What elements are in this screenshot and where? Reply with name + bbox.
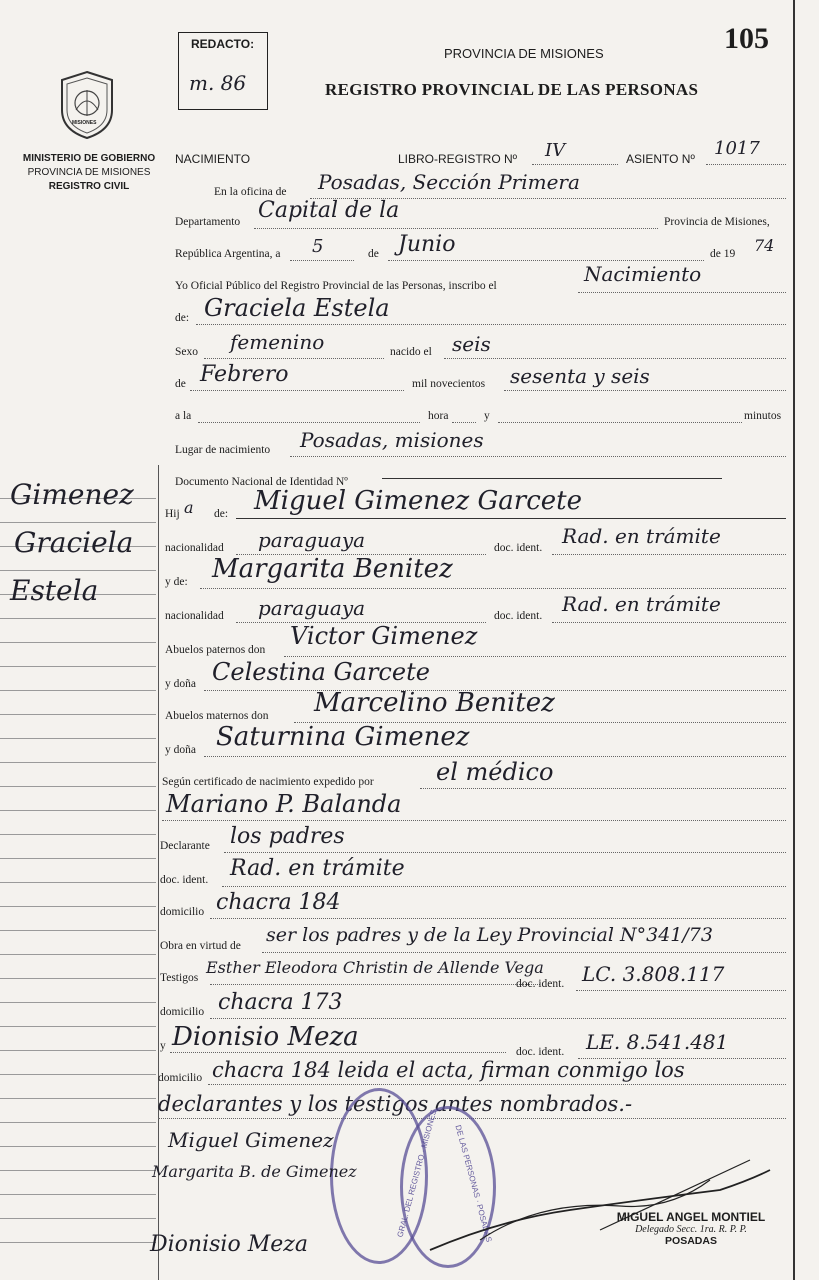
redacto-value: m. 86 — [189, 71, 247, 95]
de2-label: de — [175, 378, 186, 390]
nacido-value: seis — [452, 332, 491, 356]
hij-de-label: de: — [214, 508, 229, 520]
domicilio2-label: domicilio — [160, 1006, 205, 1018]
dni-label: Documento Nacional de Identidad Nº — [175, 476, 348, 488]
asiento-label: ASIENTO Nº — [626, 152, 695, 166]
doc2-label: doc. ident. — [494, 610, 543, 622]
page-number: 105 — [724, 22, 769, 55]
docid-label: doc. ident. — [160, 874, 209, 886]
anio-nac-value: sesenta y seis — [510, 364, 650, 388]
ydona1-label: y doña — [165, 678, 196, 690]
redacto-box — [178, 32, 268, 110]
obra-label: Obra en virtud de — [160, 940, 241, 952]
doc1-label: doc. ident. — [494, 542, 543, 554]
lugar-label: Lugar de nacimiento — [175, 444, 271, 456]
nac2-value: paraguaya — [258, 596, 366, 620]
mes-nac-value: Febrero — [200, 362, 289, 387]
abp-value: Victor Gimenez — [290, 622, 478, 650]
nac1-label: nacionalidad — [165, 542, 224, 554]
oficial-label: Yo Oficial Público del Registro Provincial de las Personas, inscribo el — [175, 280, 497, 292]
yde-label: y de: — [165, 576, 188, 588]
signature-witness: Dionisio Meza — [150, 1232, 308, 1257]
de-label: de — [368, 248, 379, 260]
doc1-value: Rad. en trámite — [562, 524, 721, 548]
asiento-value: 1017 — [714, 138, 760, 159]
de-nombre-label: de: — [175, 312, 190, 324]
ministry-block — [14, 152, 164, 194]
official-block — [586, 1210, 796, 1247]
domicilio3-label: domicilio — [158, 1072, 203, 1084]
abm-value: Marcelino Benitez — [314, 688, 555, 718]
departamento-value: Capital de la — [258, 198, 400, 223]
ministry-line-3: REGISTRO CIVIL — [48, 181, 130, 192]
margin-name-2: Graciela — [14, 526, 134, 559]
redacto-label: REDACTO: — [191, 37, 255, 51]
y2-label: y — [160, 1040, 166, 1052]
padre-value: Miguel Gimenez Garcete — [254, 486, 582, 516]
declarante-value: los padres — [230, 824, 345, 849]
abm2-value: Saturnina Gimenez — [216, 722, 470, 752]
nac2-label: nacionalidad — [165, 610, 224, 622]
hora-label: hora — [428, 410, 449, 422]
signature-father: Miguel Gimenez — [168, 1128, 334, 1152]
nacido-label: nacido el — [390, 346, 432, 358]
madre-value: Margarita Benitez — [212, 554, 453, 584]
docid2-value: LC. 3.808.117 — [582, 962, 725, 986]
docid-value: Rad. en trámite — [230, 856, 405, 881]
cierre-value: declarantes y los testigos antes nombrados.- — [158, 1092, 633, 1116]
anio-value: 74 — [754, 236, 775, 255]
docid3-label: doc. ident. — [516, 1046, 565, 1058]
y-label: y — [484, 410, 490, 422]
margin-name-1: Gimenez — [10, 478, 134, 511]
oficina-label: En la oficina de — [214, 186, 287, 198]
stamp-1-text: GRAL. DEL REGISTRO · MISIONES — [395, 1108, 439, 1239]
page-right-edge — [793, 0, 795, 1280]
lugar-value: Posadas, misiones — [300, 428, 484, 452]
registry-title: REGISTRO PROVINCIAL DE LAS PERSONAS — [325, 80, 699, 99]
domicilio-value: chacra 184 — [216, 890, 341, 915]
libro-label: LIBRO-REGISTRO Nº — [398, 152, 518, 166]
cert-label: Según certificado de nacimiento expedido por — [162, 776, 374, 788]
oficina-value: Posadas, Sección Primera — [318, 170, 580, 194]
official-city: POSADAS — [665, 1235, 717, 1247]
official-name: MIGUEL ANGEL MONTIEL — [616, 1210, 766, 1224]
cert-value: el médico — [436, 758, 554, 786]
sexo-label: Sexo — [175, 346, 198, 358]
departamento-label: Departamento — [175, 216, 241, 228]
domicilio-label: domicilio — [160, 906, 205, 918]
ydona2-label: y doña — [165, 744, 196, 756]
mil-label: mil novecientos — [412, 378, 486, 390]
ministry-line-1: MINISTERIO DE GOBIERNO — [22, 153, 156, 164]
seal-label: MISIONES — [72, 120, 97, 126]
nacimiento-label: NACIMIENTO — [175, 152, 251, 166]
ministry-line-2: PROVINCIA DE MISIONES — [27, 167, 151, 178]
provincia-label: Provincia de Misiones, — [664, 216, 770, 228]
stamp-2-text: DE LAS PERSONAS · POSADAS — [453, 1123, 494, 1244]
province-heading: PROVINCIA DE MISIONES — [444, 46, 604, 61]
testigo2-value: Dionisio Meza — [172, 1022, 359, 1052]
domicilio2-value: chacra 173 — [218, 990, 343, 1015]
dia-value: 5 — [312, 236, 324, 257]
signature-mother: Margarita B. de Gimenez — [152, 1162, 357, 1181]
testigos-label: Testigos — [160, 972, 199, 984]
margin-name-3: Estela — [10, 574, 99, 607]
hij-suffix: a — [184, 498, 194, 517]
obra-value: ser los padres y de la Ley Provincial N°341/73 — [266, 924, 713, 946]
ala-label: a la — [175, 410, 192, 422]
abm-label: Abuelos maternos don — [165, 710, 269, 722]
libro-value: IV — [545, 140, 566, 161]
nombre-value: Graciela Estela — [204, 294, 390, 322]
doc2-value: Rad. en trámite — [562, 592, 721, 616]
anio-label: de 19 — [710, 248, 736, 260]
mes-value: Junio — [398, 232, 456, 257]
abp2-value: Celestina Garcete — [212, 658, 430, 686]
minutos-label: minutos — [744, 410, 782, 422]
margin-divider — [158, 465, 159, 1280]
docid3-value: LE. 8.541.481 — [586, 1030, 729, 1054]
domicilio3-value: chacra 184 leida el acta, firman conmigo los — [212, 1058, 685, 1082]
hij-label: Hij — [165, 508, 180, 520]
sexo-value: femenino — [230, 330, 325, 354]
republica-label: República Argentina, a — [175, 248, 281, 260]
declarante-label: Declarante — [160, 840, 210, 852]
abp-label: Abuelos paternos don — [165, 644, 266, 656]
provincial-seal — [58, 70, 116, 140]
official-role: Delegado Secc. 1ra. R. P. P. — [635, 1224, 747, 1235]
docid2-label: doc. ident. — [516, 978, 565, 990]
medico-value: Mariano P. Balanda — [166, 790, 402, 818]
oficial-value: Nacimiento — [584, 262, 702, 286]
nac1-value: paraguaya — [258, 528, 366, 552]
testigo1-value: Esther Eleodora Christin de Allende Vega — [206, 958, 544, 977]
